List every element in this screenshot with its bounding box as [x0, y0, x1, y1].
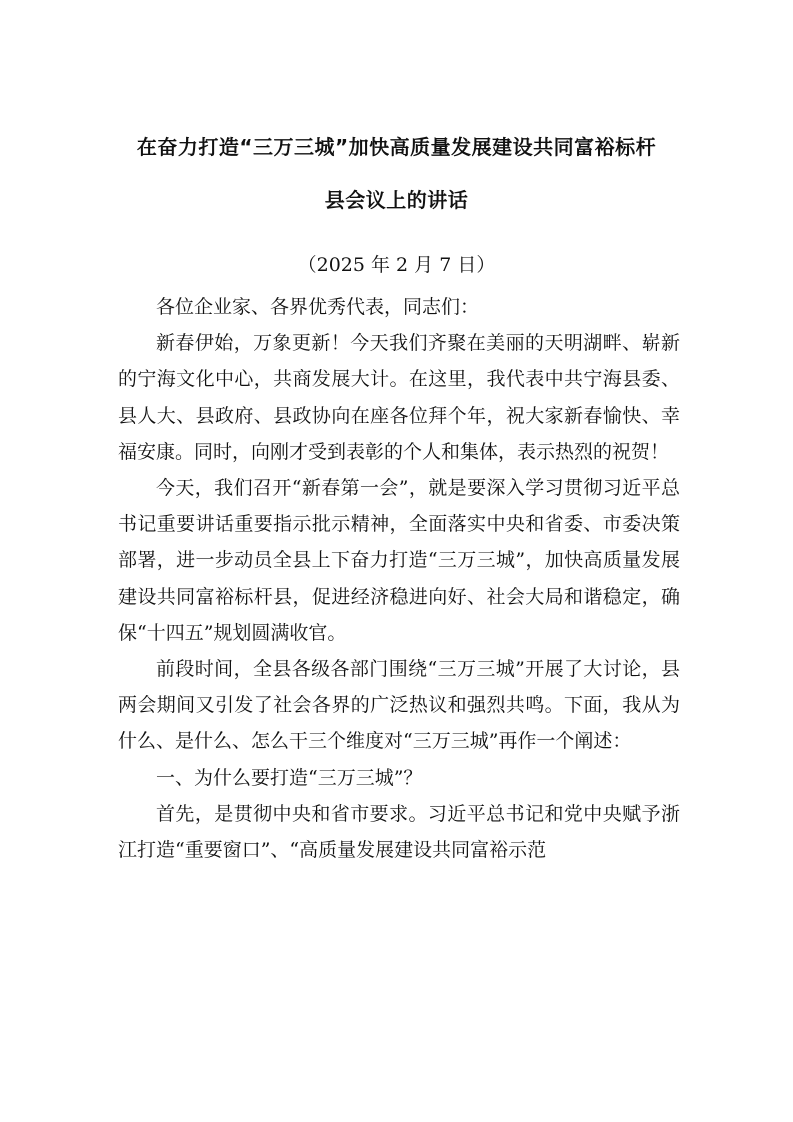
paragraph-greeting: 新春伊始，万象更新！今天我们齐聚在美丽的天明湖畔、崭新的宁海文化中心，共商发展大计。在这里，我代表中共宁海县委、县人大、县政府、县政协向在座各位拜个年，祝大家新春愉快、幸福安康。同时，向刚才受到表彰的个人和集体，表示热烈的祝贺！ [118, 332, 680, 463]
document-title-line-1: 在奋力打造“三万三城”加快高质量发展建设共同富裕标杆 [136, 135, 657, 159]
paragraph-first-reason: 首先，是贯彻中央和省市要求。习近平总书记和党中央赋予浙江打造“重要窗口”、“高质量发展建设共同富裕示范 [118, 802, 680, 862]
section-heading-1: 一、为什么要打造“三万三城”？ [156, 766, 423, 789]
document-body [118, 289, 680, 868]
document-title-line-2: 县会议上的讲话 [324, 188, 469, 212]
document-date: （2025 年 2 月 7 日） [297, 254, 496, 276]
paragraph-salutation: 各位企业家、各界优秀代表，同志们： [156, 296, 480, 318]
paragraph-purpose: 今天，我们召开“新春第一会”，就是要深入学习贯彻习近平总书记重要讲话重要指示批示精神，全面落实中央和省委、市委决策部署，进一步动员全县上下奋力打造“三万三城”，加快高质量发展建设共同富裕标杆县，促进经济稳进向好、社会大局和谐稳定，确保“十四五”规划圆满收官。 [118, 477, 680, 644]
paragraph-background: 前段时间，全县各级各部门围绕“三万三城”开展了大讨论，县两会期间又引发了社会各界的广泛热议和强烈共鸣。下面，我从为什么、是什么、怎么干三个维度对“三万三城”再作一个阐述： [118, 658, 680, 753]
